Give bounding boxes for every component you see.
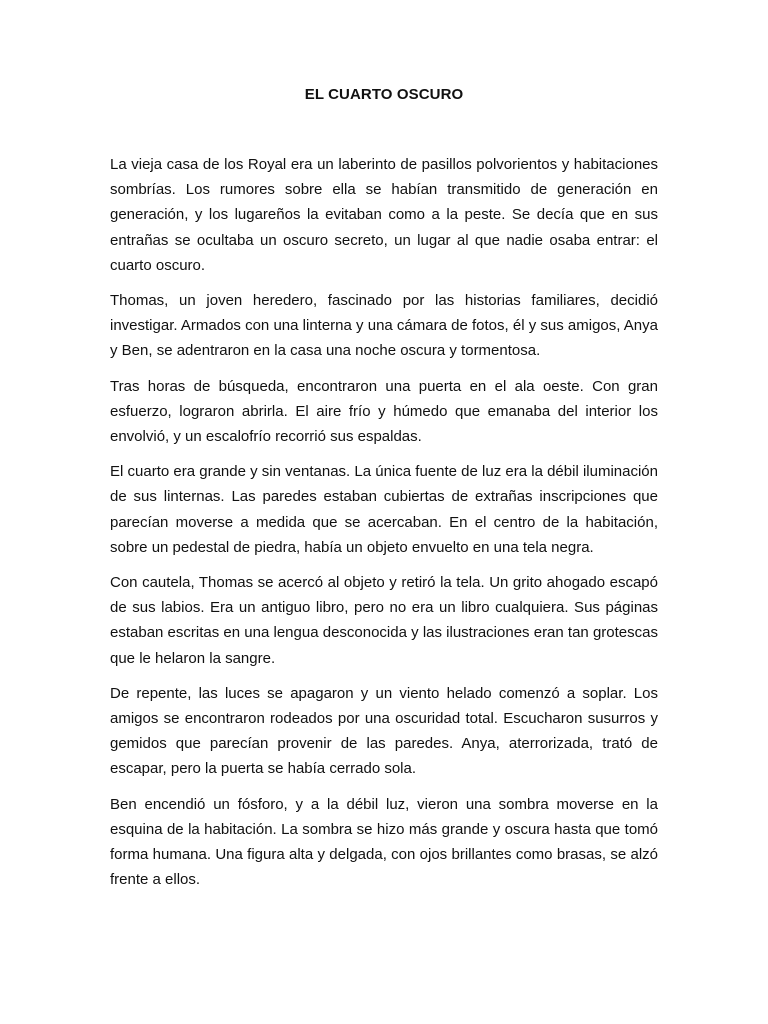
paragraph: Con cautela, Thomas se acercó al objeto y retiró la tela. Un grito ahogado escapó de sus labios. Era un antiguo libro, pero no era un libro cualquiera. Sus páginas estaban escritas en una lengua desconocida y las ilustraciones eran tan grotescas que le helaron la sangre. (110, 574, 658, 667)
paragraph: De repente, las luces se apagaron y un viento helado comenzó a soplar. Los amigos se encontraron rodeados por una oscuridad total. Escucharon susurros y gemidos que parecían provenir de las paredes. Anya, aterrorizada, trató de escapar, pero la puerta se había cerrado sola. (110, 684, 658, 778)
paragraph: Thomas, un joven heredero, fascinado por las historias familiares, decidió investigar. Armados con una linterna y una cámara de fotos, él y sus amigos, Anya y Ben, se adentraron en la casa una noche oscura y tormentosa. (110, 292, 658, 360)
document-title: EL CUARTO OSCURO (304, 86, 464, 103)
document-body (110, 152, 658, 902)
paragraph: El cuarto era grande y sin ventanas. La única fuente de luz era la débil iluminación de sus linternas. Las paredes estaban cubiertas de extrañas inscripciones que parecían moverse a medida que se acercaban. En el centro de la habitación, sobre un pedestal de piedra, había un objeto envuelto en una tela negra. (110, 463, 658, 556)
paragraph: La vieja casa de los Royal era un laberinto de pasillos polvorientos y habitaciones sombrías. Los rumores sobre ella se habían transmitido de generación en generación, y los lugareños la evitaban como a la peste. Se decía que en sus entrañas se ocultaba un oscuro secreto, un lugar al que nadie osaba entrar: el cuarto oscuro. (110, 156, 658, 274)
paragraph: Tras horas de búsqueda, encontraron una puerta en el ala oeste. Con gran esfuerzo, lograron abrirla. El aire frío y húmedo que emanaba del interior los envolvió, y un escalofrío recorrió sus espaldas. (110, 377, 658, 446)
paragraph: Ben encendió un fósforo, y a la débil luz, vieron una sombra moverse en la esquina de la habitación. La sombra se hizo más grande y oscura hasta que tomó forma humana. Una figura alta y delgada, con ojos brillantes como brasas, se alzó frente a ellos. (110, 795, 658, 889)
